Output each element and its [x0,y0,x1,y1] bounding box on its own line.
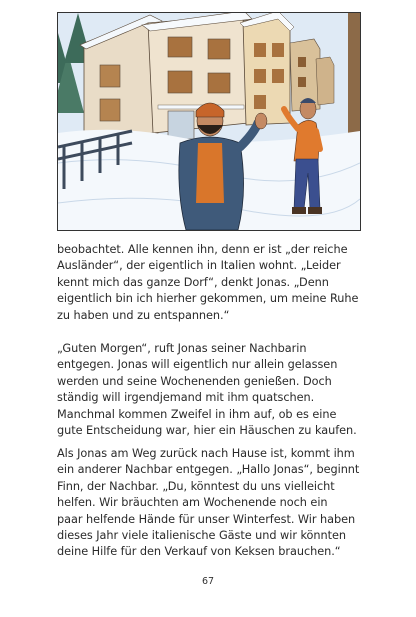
text-line: paar helfende Hände für unser Winterfest. Wir haben [57,512,356,526]
text-line: ständig will irgendjemand mit ihm quatschen. [57,391,315,405]
paragraph-1 [57,242,367,324]
text-line: „Guten Morgen“, ruft Jonas seiner Nachbarin [57,342,307,355]
text-line: beobachtet. Alle kennen ihn, denn er ist „der reiche [57,243,348,256]
text-line: helfen. Wir bräuchten am Wochenende noch ein [57,496,328,510]
text-line: werden und seine Wochenenden genießen. Doch [57,374,332,388]
page-number: 67 [201,576,215,587]
text-line: Ausländer“, der eigentlich in Italien wohnt. „Leider [57,259,341,273]
text-line: eigentlich bin ich hierher gekommen, um meine Ruhe [57,292,359,306]
text-line: deine Hilfe für den Verkauf von Keksen brauchen.“ [57,545,341,559]
paragraph-2 [57,341,367,439]
text-line: zu haben und zu entspannen.“ [57,308,230,322]
text-line: Manchmal kommen Zweifel in ihm auf, ob es eine [57,407,337,421]
paragraph-3 [57,446,367,561]
text-line: Finn, der Nachbar. „Du, könntest du uns vielleicht [57,479,335,493]
winter-village-illustration [57,12,361,231]
text-line: kennt mich das ganze Dorf“, denkt Jonas. „Denn [57,275,329,289]
text-line: entgegen. Jonas will eigentlich nur allein gelassen [57,358,338,372]
text-line: gute Entscheidung war, hier ein Häuschen zu kaufen. [57,424,357,438]
text-line: Als Jonas am Weg zurück nach Hause ist, kommt ihm [57,447,355,460]
text-line: dieses Jahr viele italienische Gäste und wir könnten [57,529,347,543]
text-line: ein anderer Nachbar entgegen. „Hallo Jonas“, beginnt [57,463,360,477]
